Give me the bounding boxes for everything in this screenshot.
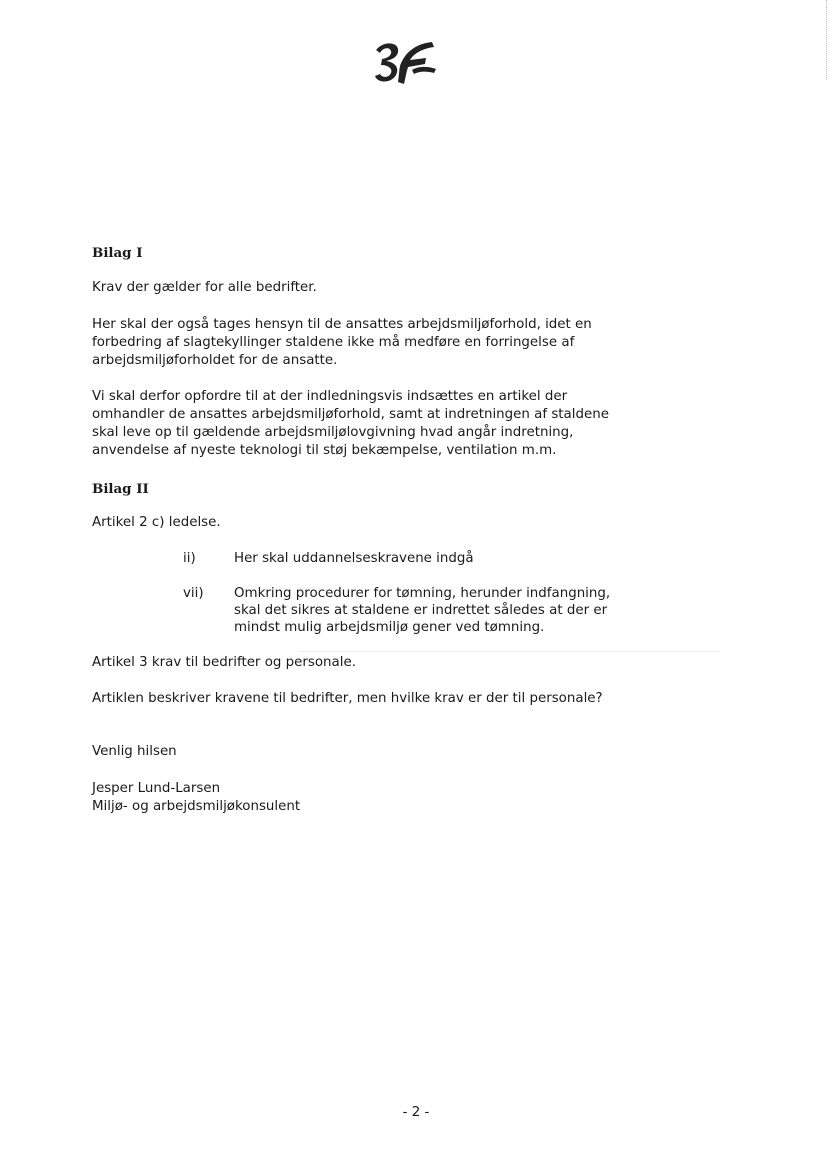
artikel-3-label: Artikel 3 krav til bedrifter og personale. [92, 655, 356, 670]
paragraph-3-line-1: Vi skal derfor opfordre til at der indledningsvis indsættes en artikel der [92, 389, 568, 404]
paragraph-2-line-2: forbedring af slagtekyllinger staldene ikke må medføre en forringelse af [92, 335, 575, 350]
list-item-number: ii) [183, 551, 196, 566]
signature-title: Miljø- og arbejdsmiljøkonsulent [92, 799, 301, 814]
signature-name: Jesper Lund-Larsen [92, 781, 221, 796]
paragraph-3-line-4: anvendelse af nyeste teknologi til støj bekæmpelse, ventilation m.m. [92, 443, 557, 458]
paragraph-2-line-1: Her skal der også tages hensyn til de ansattes arbejdsmiljøforhold, idet en [92, 317, 592, 332]
scan-artifact-line [300, 651, 720, 653]
heading-bilag-2: Bilag II [92, 481, 149, 497]
heading-bilag-1: Bilag I [92, 245, 143, 261]
artikel-2-label: Artikel 2 c) ledelse. [92, 515, 221, 530]
list-item-text: skal det sikres at staldene er indrettet således at der er [234, 603, 608, 618]
page-number: - 2 - [402, 1105, 430, 1120]
scan-edge [826, 0, 828, 80]
list-item-number: vii) [183, 586, 204, 601]
artikel-3-text: Artiklen beskriver kravene til bedrifter, men hvilke krav er der til personale? [92, 691, 603, 706]
closing-greeting: Venlig hilsen [92, 744, 177, 759]
paragraph-krav: Krav der gælder for alle bedrifter. [92, 280, 317, 295]
list-item-text: Her skal uddannelseskravene indgå [234, 551, 474, 566]
paragraph-3-line-2: omhandler de ansattes arbejdsmiljøforhold, samt at indretningen af staldene [92, 407, 609, 422]
3f-logo-icon [370, 36, 442, 88]
list-item-text: Omkring procedurer for tømning, herunder indfangning, [234, 586, 611, 601]
list-item-text: mindst mulig arbejdsmiljø gener ved tømning. [234, 620, 545, 635]
paragraph-3-line-3: skal leve op til gældende arbejdsmiljølovgivning hvad angår indretning, [92, 425, 574, 440]
paragraph-2-line-3: arbejdsmiljøforholdet for de ansatte. [92, 353, 338, 368]
